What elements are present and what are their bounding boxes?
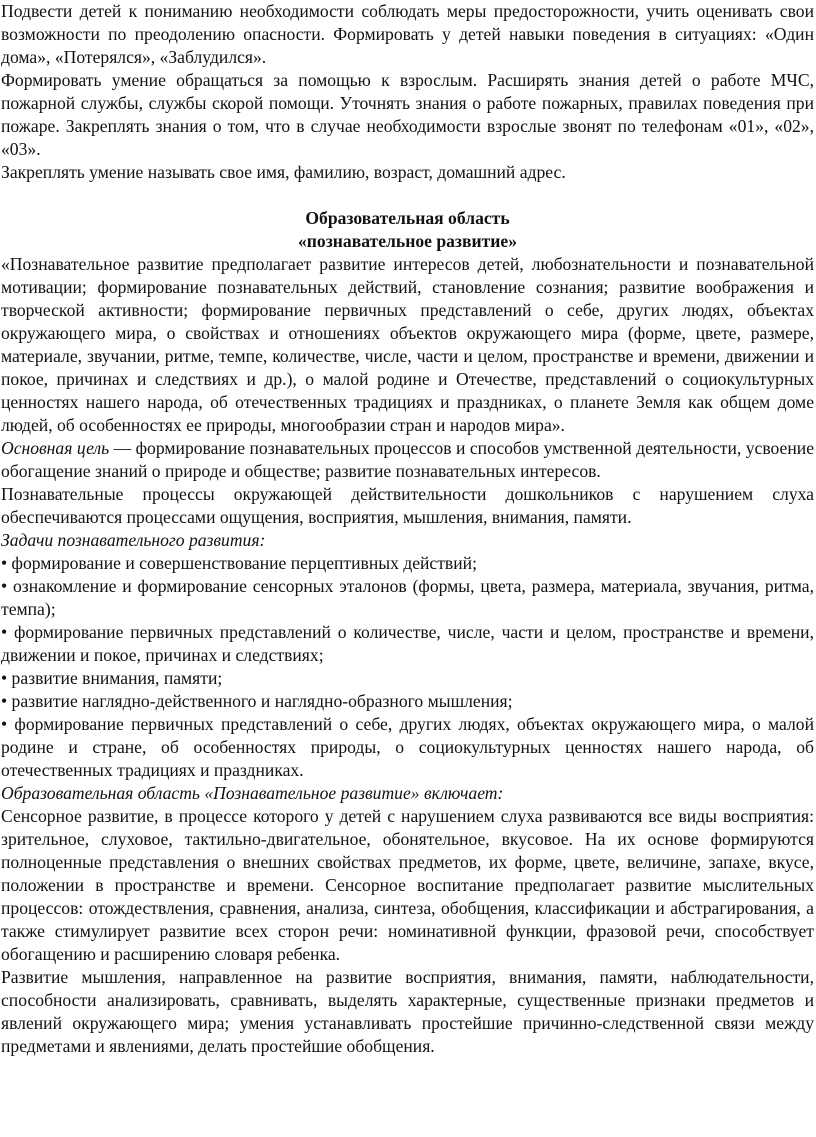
- list-item: • развитие наглядно-действенного и наглядно-образного мышления;: [1, 691, 513, 711]
- thinking-paragraph: Развитие мышления, направленное на развитие восприятия, внимания, памяти, наблюдательности, способности анализировать, сравнивать, выделять характерные, существенные признаки предметов и явлений окружающего мира; умения устанавливать простейшие причинно-следственной связи между предметами и явлениями, делать простейшие обобщения.: [1, 967, 814, 1056]
- list-item: • ознакомление и формирование сенсорных эталонов (формы, цвета, размера, материала, звучания, ритма, темпа);: [1, 576, 814, 619]
- list-item: • формирование первичных представлений о себе, других людях, объектах окружающего мира, о малой родине и стране, об особенностях природы, о социокультурных ценностях нашего народа, об отечественных традициях и праздниках.: [1, 714, 814, 780]
- section-spacer: [1, 184, 814, 207]
- list-item: • развитие внимания, памяти;: [1, 668, 223, 688]
- goal-paragraph: [1, 437, 814, 483]
- intro-paragraph-2: Формировать умение обращаться за помощью к взрослым. Расширять знания детей о работе МЧС, пожарной службы, службы скорой помощи. Уточнять знания о работе пожарных, правилах поведения при пожаре. Закреплять знания о том, что в случае необходимости взрослые звонят по телефонам «01», «02», «03».: [1, 70, 814, 159]
- section-title-line-2: «познавательное развитие»: [297, 231, 518, 251]
- section-title-line-1: Образовательная область: [305, 208, 510, 228]
- intro-paragraph-3: Закреплять умение называть свое имя, фамилию, возраст, домашний адрес.: [1, 162, 566, 182]
- includes-heading: Образовательная область «Познавательное развитие» включает:: [1, 783, 504, 803]
- goal-text: — формирование познавательных процессов и способов умственной деятельности, усвоение обогащение знаний о природе и обществе; развитие познавательных интересов.: [1, 438, 815, 481]
- list-item: • формирование первичных представлений о количестве, числе, части и целом, пространстве и времени, движении и покое, причинах и следствиях;: [1, 622, 814, 665]
- tasks-list: [1, 552, 814, 782]
- intro-paragraph-1: Подвести детей к пониманию необходимости соблюдать меры предосторожности, учить оценивать свои возможности по преодолению опасности. Формировать у детей навыки поведения в ситуациях: «Один дома», «Потерялся», «Заблудился».: [1, 1, 814, 67]
- processes-paragraph: Познавательные процессы окружающей действительности дошкольников с нарушением слуха обеспечиваются процессами ощущения, восприятия, мышления, внимания, памяти.: [1, 484, 814, 527]
- tasks-heading: Задачи познавательного развития:: [1, 530, 266, 550]
- list-item: • формирование и совершенствование перцептивных действий;: [1, 553, 477, 573]
- sensory-paragraph: Сенсорное развитие, в процессе которого у детей с нарушением слуха развиваются все виды восприятия: зрительное, слуховое, тактильно-двигательное, обонятельное, вкусовое. На их основе формируются полноценные представления о внешних свойствах предметов, их форме, цвете, величине, запахе, вкусе, положении в пространстве и времени. Сенсорное воспитание предполагает развитие мыслительных процессов: отождествления, сравнения, анализа, синтеза, обобщения, классификации и абстрагирования, а также стимулирует развитие всех сторон речи: номинативной функции, фразовой речи, способствует обогащению и расширению словаря ребенка.: [1, 806, 814, 964]
- section-definition: «Познавательное развитие предполагает развитие интересов детей, любознательности и познавательной мотивации; формирование познавательных действий, становление сознания; развитие воображения и творческой активности; формирование первичных представлений о себе, других людях, объектах окружающего мира, о свойствах и отношениях объектов окружающего мира (форме, цвете, размере, материале, звучании, ритме, темпе, количестве, числе, части и целом, пространстве и времени, движении и покое, причинах и следствиях и др.), о малой родине и Отечестве, представлений о социокультурных ценностях нашего народа, об отечественных традициях и праздниках, о планете Земля как общем доме людей, об особенностях ее природы, многообразии стран и народов мира».: [1, 254, 814, 435]
- goal-label: Основная цель: [1, 438, 110, 458]
